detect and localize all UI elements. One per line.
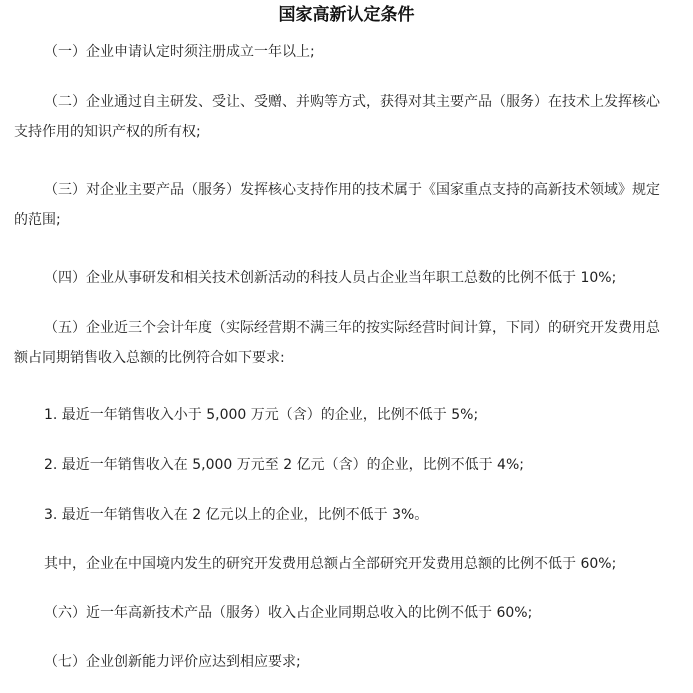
condition-paragraph-6 (14, 598, 680, 628)
domestic-rd-ratio-paragraph (14, 549, 680, 579)
revenue-tier-item-2 (14, 450, 680, 480)
paragraph-line: （六）近一年高新技术产品（服务）收入占企业同期总收入的比例不低于 60%; (44, 605, 533, 621)
paragraph-line: （四）企业从事研发和相关技术创新活动的科技人员占企业当年职工总数的比例不低于 10%; (44, 270, 617, 286)
paragraph-line: 1. 最近一年销售收入小于 5,000 万元（含）的企业，比例不低于 5%; (44, 407, 479, 423)
paragraph-line: 其中，企业在中国境内发生的研究开发费用总额占全部研究开发费用总额的比例不低于 60%; (44, 556, 617, 572)
condition-paragraph-2 (14, 87, 680, 147)
paragraph-line: （五）企业近三个会计年度（实际经营期不满三年的按实际经营时间计算，下同）的研究开发费用总 (44, 320, 660, 336)
revenue-tier-item-1 (14, 400, 680, 430)
condition-paragraph-1 (14, 37, 680, 67)
document-title: 国家高新认定条件 (278, 5, 415, 25)
condition-paragraph-7 (14, 647, 680, 677)
paragraph-line: 额占同期销售收入总额的比例符合如下要求: (14, 350, 285, 366)
paragraph-line: 2. 最近一年销售收入在 5,000 万元至 2 亿元（含）的企业，比例不低于 4%; (44, 457, 524, 473)
paragraph-line: 3. 最近一年销售收入在 2 亿元以上的企业，比例不低于 3%。 (44, 507, 429, 523)
paragraph-line: （二）企业通过自主研发、受让、受赠、并购等方式，获得对其主要产品（服务）在技术上发挥核心 (44, 94, 660, 110)
paragraph-line: （三）对企业主要产品（服务）发挥核心支持作用的技术属于《国家重点支持的高新技术领域》规定 (44, 182, 660, 198)
paragraph-line: 的范围; (14, 212, 61, 228)
paragraph-line: 支持作用的知识产权的所有权; (14, 124, 201, 140)
paragraph-line: （一）企业申请认定时须注册成立一年以上; (44, 44, 315, 60)
condition-paragraph-4 (14, 263, 680, 293)
paragraph-line: （七）企业创新能力评价应达到相应要求; (44, 654, 301, 670)
condition-paragraph-5 (14, 313, 680, 373)
revenue-tier-item-3 (14, 500, 680, 530)
condition-paragraph-3 (14, 175, 680, 235)
